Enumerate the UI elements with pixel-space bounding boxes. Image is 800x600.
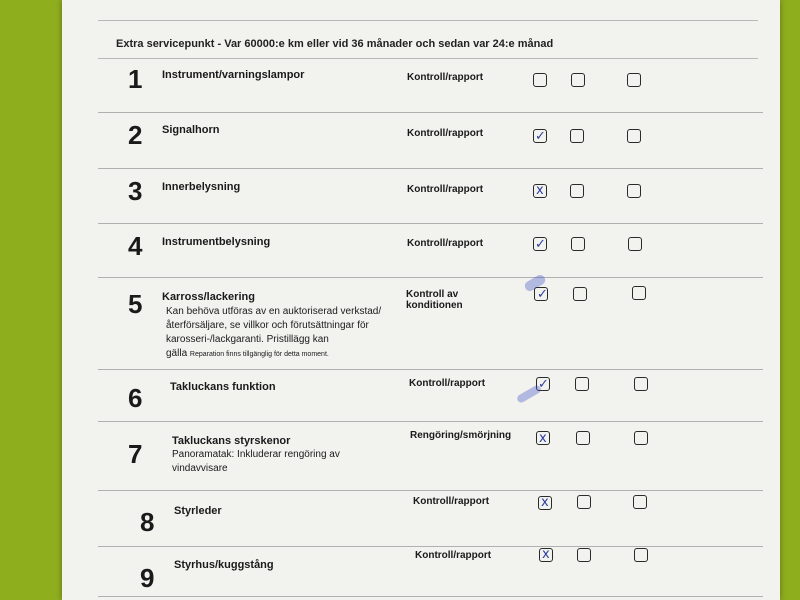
- checkbox-4c[interactable]: [628, 237, 642, 251]
- row-title: Takluckans styrskenor: [172, 435, 291, 447]
- check-mark: ✓: [535, 129, 546, 144]
- action-line: konditionen: [406, 300, 463, 311]
- checkbox-1a[interactable]: [533, 73, 547, 87]
- row-title: Instrumentbelysning: [162, 236, 271, 248]
- check-mark: x: [539, 431, 547, 446]
- checkbox-1b[interactable]: [571, 73, 585, 87]
- check-mark: ✓: [538, 377, 549, 392]
- action-line: Kontroll av: [406, 289, 459, 300]
- row-title: Innerbelysning: [162, 181, 241, 193]
- row-number: 7: [128, 439, 143, 469]
- checkbox-7c[interactable]: [634, 431, 648, 445]
- row-action: Kontroll/rapport: [409, 378, 486, 389]
- divider: [98, 20, 758, 21]
- row-number: 6: [128, 383, 143, 413]
- checkbox-9c[interactable]: [634, 548, 648, 562]
- row-number: 3: [128, 176, 143, 206]
- checkbox-5b[interactable]: [573, 287, 587, 301]
- divider: [98, 421, 763, 422]
- service-checklist-sheet: [62, 0, 780, 600]
- row-action: Kontroll/rapport: [407, 184, 484, 195]
- divider: [98, 369, 763, 370]
- check-mark: x: [536, 183, 544, 198]
- row-action: Kontroll/rapport: [407, 128, 484, 139]
- row-number: 9: [140, 563, 155, 593]
- row-description: [166, 305, 391, 362]
- row-action: Rengöring/smörjning: [410, 430, 512, 441]
- row-number: 1: [128, 64, 143, 94]
- row-title: Signalhorn: [162, 124, 220, 136]
- divider: [98, 168, 763, 169]
- row-number: 5: [128, 289, 143, 319]
- row-title: Karross/lackering: [162, 291, 255, 303]
- row-number: 4: [128, 231, 143, 261]
- checkbox-3b[interactable]: [570, 184, 584, 198]
- description-line: återförsäljare, se villkor och förutsättningar för: [166, 320, 369, 331]
- row-number: 8: [140, 507, 155, 537]
- row-action: Kontroll/rapport: [407, 72, 484, 83]
- divider: [98, 277, 763, 278]
- checkbox-6b[interactable]: [575, 377, 589, 391]
- checkbox-2c[interactable]: [627, 129, 641, 143]
- checkbox-1c[interactable]: [627, 73, 641, 87]
- row-action: Kontroll/rapport: [415, 550, 492, 561]
- row-title: Takluckans funktion: [170, 381, 276, 393]
- row-title: Styrleder: [174, 505, 222, 517]
- row-description: [172, 448, 397, 476]
- divider: [98, 223, 763, 224]
- description-line: [166, 347, 391, 362]
- divider: [98, 546, 763, 547]
- description-line: vindavvisare: [172, 463, 228, 474]
- description-main: gälla: [166, 348, 188, 359]
- checkbox-3c[interactable]: [627, 184, 641, 198]
- row-action: Kontroll/rapport: [413, 496, 490, 507]
- checkbox-4b[interactable]: [571, 237, 585, 251]
- check-mark: x: [542, 547, 550, 562]
- divider: [98, 490, 763, 491]
- checkbox-9b[interactable]: [577, 548, 591, 562]
- row-title: Styrhus/kuggstång: [174, 559, 274, 571]
- checkbox-8b[interactable]: [577, 495, 591, 509]
- description-line: karosseri-/lackgaranti. Pristillägg kan: [166, 334, 329, 345]
- divider: [98, 58, 758, 59]
- ink-smudge: [516, 384, 543, 404]
- check-mark: ✓: [535, 237, 546, 252]
- divider: [98, 112, 763, 113]
- description-line: Panoramatak: Inkluderar rengöring av: [172, 449, 340, 460]
- row-action: Kontroll/rapport: [407, 238, 484, 249]
- checkbox-2b[interactable]: [570, 129, 584, 143]
- check-mark: ✓: [537, 287, 548, 302]
- checkbox-7b[interactable]: [576, 431, 590, 445]
- check-mark: x: [541, 495, 549, 510]
- divider: [98, 596, 763, 597]
- description-line: Kan behöva utföras av en auktoriserad verkstad/: [166, 306, 382, 317]
- checkbox-5c[interactable]: [632, 286, 646, 300]
- section-header: Extra servicepunkt - Var 60000:e km eller vid 36 månader och sedan var 24:e månad: [116, 38, 554, 50]
- checkbox-8c[interactable]: [633, 495, 647, 509]
- row-action: [406, 289, 506, 311]
- row-number: 2: [128, 120, 143, 150]
- checkbox-6c[interactable]: [634, 377, 648, 391]
- description-small: Reparation finns tillgänglig för detta moment.: [189, 351, 329, 358]
- row-title: Instrument/varningslampor: [162, 69, 305, 81]
